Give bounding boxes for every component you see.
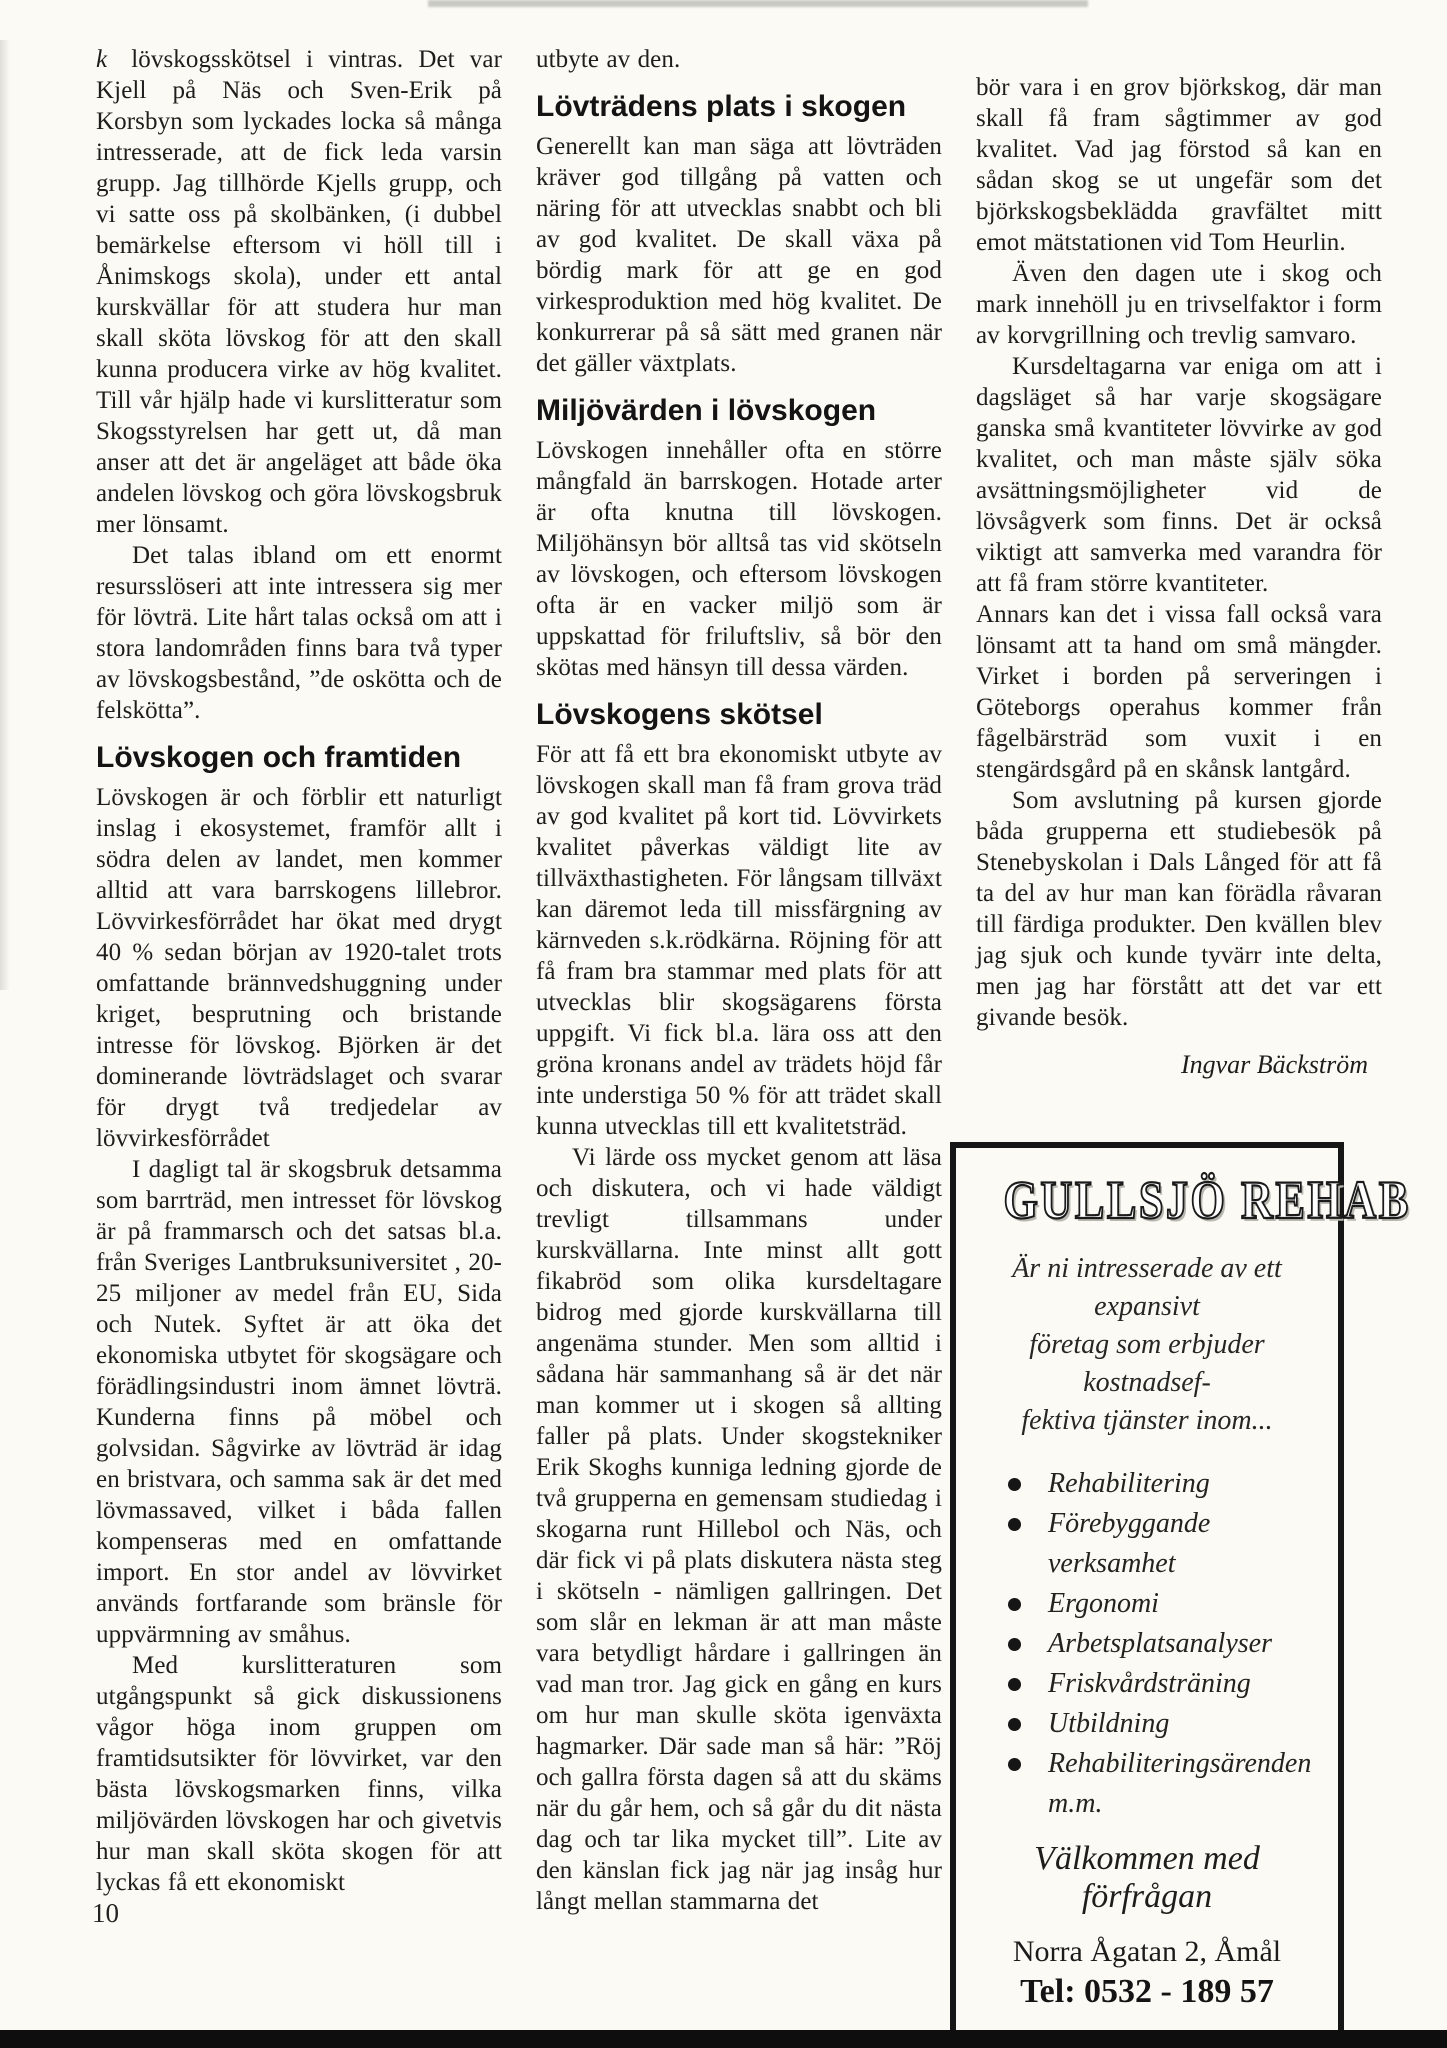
heading-lovskogen-och-framtiden: Lövskogen och framtiden [96,741,462,774]
ad-closing: Välkommen med förfrågan [1034,1840,1260,1915]
bullet-icon [1008,1718,1021,1731]
paragraph-col1-4: I dagligt tal är skogsbruk detsamma som barrträd, men intresset för lövskog är på frammarsch och det satsas bl.a. från Sveriges Lantbruksuniversitet , 20-25 miljoner av medel från EU, Sida och Nutek. Syftet är att öka det ekonomiska utbytet för skogsägare och förädlingsindustri inom ämnet lövträ. Kunderna finns på möbel och golvsidan. Sågvirke av lövträd är idag en bristvara, och samma sak är det med lövmassaved, vilket i båda fallen kompenseras med en omfattande import. En stor andel av lövvirket används fortfarande som bränsle för uppvärmning av småhus. [96,1156,502,1648]
ad-intro-line: företag som erbjuder kostnadsef- [1029,1329,1265,1398]
ad-service-item [1002,1584,1322,1624]
bullet-icon [1008,1518,1021,1531]
column-1 [96,44,502,2036]
lead-letter: k [96,46,108,73]
ad-service-label: Förebyggande verksamhet [1048,1508,1211,1579]
ad-title: GULLSJÖ REHAB [1003,1170,1411,1230]
article-columns [96,44,1411,2036]
ad-service-item [1002,1704,1322,1744]
ad-box [950,1142,1411,2036]
ad-service-label: Rehabiliteringsärenden m.m. [1048,1748,1312,1819]
bullet-icon [1008,1598,1021,1611]
ad-service-item [1002,1504,1322,1584]
page-number: 10 [92,1898,119,1928]
paragraph-col1-1 [96,44,502,540]
ad-service-label: Friskvårdsträning [1048,1668,1251,1699]
ad-address: Norra Ågatan 2, Åmål [1012,1935,1282,1968]
ad-service-item [1002,1744,1322,1824]
ad-service-label: Utbildning [1048,1708,1170,1739]
paragraph-col3-2: Även den dagen ute i skog och mark innehöll ju en trivselfaktor i form av korvgrillning och trevlig samvaro. [976,260,1382,349]
column-2 [536,44,942,2036]
ad-service-label: Arbetsplatsanalyser [1048,1628,1272,1659]
ad-service-label: Rehabilitering [1048,1468,1210,1499]
paragraph-col3-4: Annars kan det i vissa fall också vara lönsamt att ta hand om små mängder. Virket i borden på serveringen i Göteborgs operahus kommer från fågelbärsträd som vuxit i en stengärdsgård på en skånsk lantgård. [976,601,1382,783]
bullet-icon [1008,1478,1021,1491]
paragraph-col2-5: Vi lärde oss mycket genom att läsa och diskutera, och vi hade väldigt trevligt tillsammans under kurskvällarna. Inte minst allt gott fikabröd som olika kursdeltagare bidrog med gjorde kurskvällarna till angenäma stunder. Men som alltid i sådana här sammanhang så är det när man kommer ut i skogen så allting faller på plats. Under skogstekniker Erik Skoghs kunniga ledning gjorde de två grupperna en gemensam studiedag i skogarna runt Hillebol och Näs, och där fick vi på plats diskutera nästa steg i skötseln - nämligen gallringen. Det som slår en lekman är att man måste vara betydligt hårdare i gallringen än vad man tror. Jag gick en gång en kurs om hur man skulle sköta igenväxta hagmarker. Där sade man så här: ”Röj och gallra första dagen så att du skäms när du går hem, och så går du dit nästa dag och tar lika mycket till”. Lite av den känslan fick jag när jag insåg hur långt mellan stammarna det [536,1144,942,1915]
heading-lovskogens-skotsel: Lövskogens skötsel [536,698,823,731]
bullet-icon [1008,1758,1021,1771]
ad-service-item [1002,1624,1322,1664]
ad-service-item [1002,1464,1322,1504]
column-3 [976,44,1411,2036]
ad-intro [972,1250,1322,1440]
ad-service-label: Ergonomi [1048,1588,1159,1619]
paragraph-col1-5: Med kurslitteraturen som utgångspunkt så gick diskussionens vågor höga inom gruppen om framtidsutsikter för lövvirket, var den bästa lövskogsmarken finns, vilka miljövärden lövskogen har och givetvis hur man skall sköta skogen för att lyckas få ett ekonomiskt [96,1652,502,1896]
paragraph-col2-4: För att få ett bra ekonomiskt utbyte av lövskogen skall man få fram grova träd av god kvalitet på kort tid. Lövvirkets kvalitet påverkas väldigt lite av tillväxthastigheten. För långsam tillväxt kan däremot leda till missfärgning av kärnveden s.k.rödkärna. Röjning för att få fram bra stammar med plats för att utvecklas blir skogsägarens första uppgift. Vi fick bl.a. lära oss att den gröna kronans andel av trädets höjd får inte understiga 50 % för att trädet skall kunna utvecklas till ett kvalitetsträd. [536,741,942,1140]
scan-edge-top [428,0,1088,7]
ad-intro-line: Är ni intresserade av ett expansivt [1012,1253,1282,1322]
paragraph-text: lövskogsskötsel i vintras. Det var Kjell på Näs och Sven-Erik på Korsbyn som lyckades locka så många intresserade, att de fick leda varsin grupp. Jag tillhörde Kjells grupp, och vi satte oss på skolbänken, (i dubbel bemärkelse eftersom vi höll till i Ånimskogs skola), under ett antal kurskvällar för att studera hur man skall sköta lövskog för att den skall kunna producera virke av hög kvalitet. Till vår hjälp hade vi kurslitteratur som Skogsstyrelsen har gett ut, då man anser att det är angeläget att både öka andelen lövskog och göra lövskogsbruk mer lönsamt. [96,46,502,538]
paragraph-col2-3: Lövskogen innehåller ofta en större mångfald än barrskogen. Hotade arter är ofta knutna till lövskogen. Miljöhänsyn bör alltså tas vid skötseln av lövskogen, och eftersom lövskogen ofta är en vacker miljö som är uppskattad för friluftsliv, så bör den skötas med hänsyn till dessa värden. [536,437,942,681]
paragraph-col3-1: bör vara i en grov björkskog, där man skall få fram sågtimmer av god kvalitet. Vad jag förstod så kan en sådan skog se ut ungefär som det björkskogsbeklädda gravfältet mitt emot mätstationen vid Tom Heurlin. [976,74,1382,256]
scan-edge-left [0,40,10,990]
paragraph-col1-2: Det talas ibland om ett enormt resursslöseri att inte intressera sig mer för lövträ. Lite hårt talas också om att i stora landområden finns bara två typer av lövskogsbestånd, ”de oskötta och de felskötta”. [96,542,502,724]
author-signature: Ingvar Bäckström [1180,1050,1368,1079]
ad-service-list [1002,1464,1322,1824]
scan-edge-bottom [0,2030,1447,2048]
bullet-icon [1008,1678,1021,1691]
paragraph-col1-3: Lövskogen är och förblir ett naturligt inslag i ekosystemet, framför allt i södra delen av landet, men kommer alltid att vara barrskogens lillebror. Lövvirkesförrådet har ökat med drygt 40 % sedan början av 1920-talet trots omfattande brännvedshuggning under kriget, besprutning och bristande intresse för lövskog. Björken är det dominerande lövträdslaget och svarar för drygt två tredjedelar av lövvirkesförrådet [96,784,502,1152]
ad-phone: Tel: 0532 - 189 57 [1020,1973,1274,2010]
ad-intro-line: fektiva tjänster inom... [1021,1405,1273,1436]
heading-miljovarden-i-lovskogen: Miljövärden i lövskogen [536,394,877,427]
paragraph-col3-3: Kursdeltagarna var eniga om att i dagsläget så har varje skogsägare ganska små kvantiteter lövvirke av god kvalitet, och man måste själv söka avsättningsmöjligheter vid de lövsågverk som finns. Det är också viktigt att samverka med varandra för att få fram större kvantiteter. [976,353,1382,597]
paragraph-col3-5: Som avslutning på kursen gjorde båda grupperna ett studiebesök på Stenebyskolan i Dals Långed för att få ta del av hur man kan förädla råvaran till färdiga produkter. Den kvällen blev jag sjuk och kunde tyvärr inte delta, men jag har förstått att det var ett givande besök. [976,787,1382,1031]
ad-service-item [1002,1664,1322,1704]
paragraph-col2-2: Generellt kan man säga att lövträden kräver god tillgång på vatten och näring för att utvecklas snabbt och bli av god kvalitet. De skall växa på bördig mark för att ge en god virkesproduktion med hög kvalitet. De konkurrerar på så sätt med granen när det gäller växtplats. [536,133,942,377]
heading-lovtradens-plats-i-skogen: Lövträdens plats i skogen [536,90,907,123]
paragraph-col2-1: utbyte av den. [536,46,681,73]
bullet-icon [1008,1638,1021,1651]
